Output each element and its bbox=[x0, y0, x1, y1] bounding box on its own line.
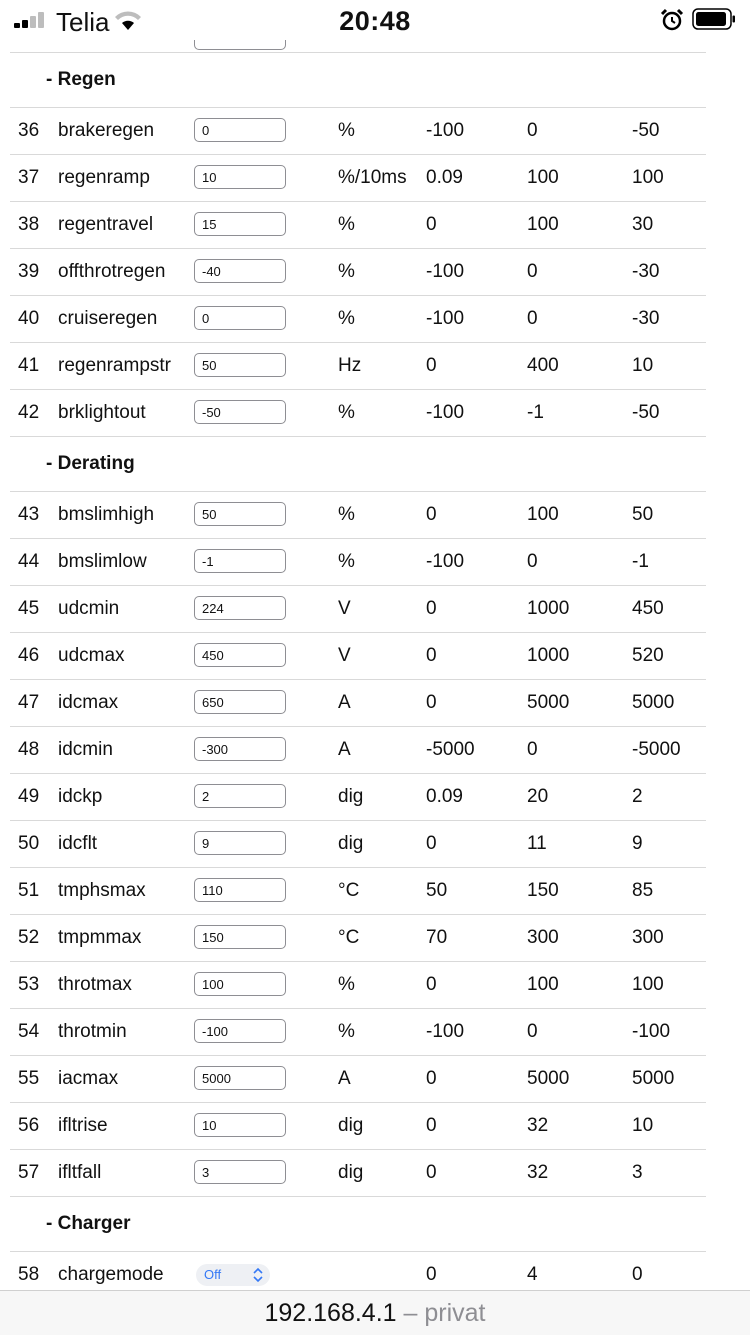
param-name: tmphsmax bbox=[58, 880, 146, 901]
param-id: 52 bbox=[18, 927, 40, 948]
privacy-label: privat bbox=[424, 1299, 486, 1327]
param-default: 50 bbox=[632, 504, 654, 525]
param-min: 0 bbox=[426, 1162, 437, 1183]
param-default: -30 bbox=[632, 308, 660, 329]
param-min: 0 bbox=[426, 974, 437, 995]
section-title: - Charger bbox=[46, 1213, 131, 1234]
table-row bbox=[10, 1009, 706, 1056]
param-min: 0 bbox=[426, 355, 437, 376]
param-name: ifltrise bbox=[58, 1115, 108, 1136]
param-min: -100 bbox=[426, 402, 465, 423]
table-row bbox=[10, 962, 706, 1009]
param-id: 56 bbox=[18, 1115, 40, 1136]
param-name: chargemode bbox=[58, 1264, 164, 1285]
param-min: -100 bbox=[426, 1021, 465, 1042]
param-unit: % bbox=[338, 214, 355, 235]
param-name: bmslimlow bbox=[58, 551, 147, 572]
value-input[interactable] bbox=[194, 549, 286, 573]
value-input[interactable] bbox=[194, 737, 286, 761]
param-name: brklightout bbox=[58, 402, 146, 423]
param-max: 0 bbox=[527, 1021, 538, 1042]
param-id: 36 bbox=[18, 120, 40, 141]
address-bar[interactable] bbox=[0, 1290, 750, 1335]
table-row bbox=[10, 1056, 706, 1103]
param-max: 0 bbox=[527, 261, 538, 282]
param-min: 0 bbox=[426, 1264, 437, 1285]
param-name: throtmin bbox=[58, 1021, 127, 1042]
param-unit: % bbox=[338, 974, 355, 995]
param-id: 38 bbox=[18, 214, 40, 235]
battery-icon bbox=[692, 8, 736, 30]
param-unit: A bbox=[338, 692, 351, 713]
param-unit: dig bbox=[338, 1162, 364, 1183]
param-id: 44 bbox=[18, 551, 40, 572]
table-row bbox=[10, 492, 706, 539]
param-default: -30 bbox=[632, 261, 660, 282]
param-id: 55 bbox=[18, 1068, 40, 1089]
param-min: -5000 bbox=[426, 739, 475, 760]
table-row bbox=[10, 343, 706, 390]
param-default: 520 bbox=[632, 645, 664, 666]
section-title: - Regen bbox=[46, 69, 116, 90]
value-input[interactable] bbox=[194, 118, 286, 142]
select-value: Off bbox=[204, 1267, 222, 1282]
param-unit: % bbox=[338, 402, 355, 423]
param-name: regenrampstr bbox=[58, 355, 171, 376]
param-unit: % bbox=[338, 120, 355, 141]
param-min: 0 bbox=[426, 692, 437, 713]
param-default: 300 bbox=[632, 927, 664, 948]
value-input[interactable] bbox=[194, 878, 286, 902]
parameter-table[interactable] bbox=[0, 40, 750, 1290]
param-unit: % bbox=[338, 1021, 355, 1042]
param-id: 54 bbox=[18, 1021, 40, 1042]
param-max: 0 bbox=[527, 551, 538, 572]
param-id: 39 bbox=[18, 261, 40, 282]
param-max: 300 bbox=[527, 927, 559, 948]
section-title: - Derating bbox=[46, 453, 135, 474]
section-header-derating bbox=[10, 437, 706, 492]
table-row bbox=[10, 727, 706, 774]
value-input[interactable] bbox=[194, 643, 286, 667]
param-min: 0.09 bbox=[426, 786, 463, 807]
param-id: 47 bbox=[18, 692, 40, 713]
param-unit: °C bbox=[338, 927, 360, 948]
param-default: -50 bbox=[632, 120, 660, 141]
param-unit: %/10ms bbox=[338, 167, 407, 188]
table-row bbox=[10, 1252, 706, 1290]
section-header-regen bbox=[10, 53, 706, 108]
table-row bbox=[10, 774, 706, 821]
param-max: -1 bbox=[527, 402, 544, 423]
carrier-name: Telia bbox=[56, 7, 110, 37]
param-min: -100 bbox=[426, 261, 465, 282]
table-row bbox=[10, 1150, 706, 1197]
param-name: idcflt bbox=[58, 833, 98, 854]
table-row bbox=[10, 821, 706, 868]
param-min: 0 bbox=[426, 598, 437, 619]
param-default: 85 bbox=[632, 880, 654, 901]
param-name: idcmin bbox=[58, 739, 113, 760]
param-unit: % bbox=[338, 261, 355, 282]
url-separator: – bbox=[396, 1299, 425, 1327]
param-id: 48 bbox=[18, 739, 40, 760]
param-max: 5000 bbox=[527, 1068, 570, 1089]
table-row bbox=[10, 1103, 706, 1150]
param-id: 41 bbox=[18, 355, 40, 376]
param-max: 100 bbox=[527, 214, 559, 235]
alarm-clock-icon bbox=[660, 8, 684, 32]
table-row bbox=[10, 586, 706, 633]
param-name: tmpmmax bbox=[58, 927, 142, 948]
param-max: 1000 bbox=[527, 598, 570, 619]
param-default: 5000 bbox=[632, 1068, 675, 1089]
param-max: 100 bbox=[527, 974, 559, 995]
param-min: -100 bbox=[426, 308, 465, 329]
param-min: -100 bbox=[426, 120, 465, 141]
param-unit: V bbox=[338, 598, 351, 619]
value-input[interactable] bbox=[194, 165, 286, 189]
section-header-charger bbox=[10, 1197, 706, 1252]
chevron-up-down-icon bbox=[252, 1267, 264, 1283]
clock: 20:48 bbox=[339, 6, 411, 36]
param-max: 20 bbox=[527, 786, 549, 807]
param-name: brakeregen bbox=[58, 120, 155, 141]
value-input[interactable] bbox=[194, 1019, 286, 1043]
param-default: 450 bbox=[632, 598, 664, 619]
param-name: idcmax bbox=[58, 692, 119, 713]
param-min: 0 bbox=[426, 504, 437, 525]
value-input[interactable] bbox=[194, 925, 286, 949]
table-row bbox=[10, 539, 706, 586]
param-max: 400 bbox=[527, 355, 559, 376]
param-name: iacmax bbox=[58, 1068, 119, 1089]
param-unit: % bbox=[338, 504, 355, 525]
param-unit: % bbox=[338, 308, 355, 329]
param-unit: % bbox=[338, 551, 355, 572]
value-input[interactable] bbox=[194, 831, 286, 855]
param-id: 50 bbox=[18, 833, 40, 854]
param-max: 4 bbox=[527, 1264, 538, 1285]
value-input[interactable] bbox=[194, 690, 286, 714]
param-min: 0 bbox=[426, 833, 437, 854]
param-max: 100 bbox=[527, 167, 559, 188]
param-default: 10 bbox=[632, 355, 654, 376]
param-unit: A bbox=[338, 1068, 351, 1089]
param-id: 57 bbox=[18, 1162, 40, 1183]
param-unit: °C bbox=[338, 880, 360, 901]
param-min: 0 bbox=[426, 645, 437, 666]
param-default: -1 bbox=[632, 551, 649, 572]
param-default: 0 bbox=[632, 1264, 643, 1285]
param-default: 10 bbox=[632, 1115, 654, 1136]
param-default: 5000 bbox=[632, 692, 675, 713]
table-row bbox=[10, 155, 706, 202]
param-unit: dig bbox=[338, 1115, 364, 1136]
value-input[interactable] bbox=[194, 1066, 286, 1090]
param-min: 0.09 bbox=[426, 167, 463, 188]
param-max: 150 bbox=[527, 880, 559, 901]
param-max: 5000 bbox=[527, 692, 570, 713]
table-row bbox=[10, 40, 706, 53]
param-max: 0 bbox=[527, 120, 538, 141]
table-row bbox=[10, 296, 706, 343]
param-id: 46 bbox=[18, 645, 40, 666]
param-default: 3 bbox=[632, 1162, 643, 1183]
value-input[interactable] bbox=[194, 306, 286, 330]
param-default: 100 bbox=[632, 167, 664, 188]
param-name: bmslimhigh bbox=[58, 504, 155, 525]
param-default: 9 bbox=[632, 833, 643, 854]
param-name: cruiseregen bbox=[58, 308, 158, 329]
param-id: 58 bbox=[18, 1264, 40, 1285]
param-id: 51 bbox=[18, 880, 40, 901]
param-id: 43 bbox=[18, 504, 40, 525]
value-input[interactable] bbox=[194, 502, 286, 526]
param-id: 45 bbox=[18, 598, 40, 619]
table-row bbox=[10, 108, 706, 155]
param-unit: Hz bbox=[338, 355, 362, 376]
param-max: 100 bbox=[527, 504, 559, 525]
param-min: -100 bbox=[426, 551, 465, 572]
param-name: idckp bbox=[58, 786, 103, 807]
value-input[interactable] bbox=[194, 784, 286, 808]
chargemode-select[interactable] bbox=[196, 1264, 270, 1286]
table-row bbox=[10, 915, 706, 962]
table-row bbox=[10, 249, 706, 296]
value-input[interactable] bbox=[194, 1113, 286, 1137]
param-min: 50 bbox=[426, 880, 448, 901]
param-default: 100 bbox=[632, 974, 664, 995]
param-id: 53 bbox=[18, 974, 40, 995]
param-default: 30 bbox=[632, 214, 654, 235]
param-default: 2 bbox=[632, 786, 643, 807]
param-name: ifltfall bbox=[58, 1162, 102, 1183]
table-row bbox=[10, 202, 706, 249]
value-input[interactable] bbox=[194, 596, 286, 620]
value-input[interactable] bbox=[194, 353, 286, 377]
value-input[interactable] bbox=[194, 259, 286, 283]
param-max: 0 bbox=[527, 739, 538, 760]
table-row bbox=[10, 633, 706, 680]
param-unit: dig bbox=[338, 786, 364, 807]
param-unit: dig bbox=[338, 833, 364, 854]
table-row bbox=[10, 390, 706, 437]
param-max: 11 bbox=[527, 833, 547, 854]
param-max: 1000 bbox=[527, 645, 570, 666]
value-input[interactable] bbox=[194, 400, 286, 424]
param-id: 49 bbox=[18, 786, 40, 807]
value-input[interactable] bbox=[194, 40, 286, 50]
value-input[interactable] bbox=[194, 972, 286, 996]
param-min: 0 bbox=[426, 1068, 437, 1089]
param-max: 0 bbox=[527, 308, 538, 329]
param-unit: V bbox=[338, 645, 351, 666]
param-id: 42 bbox=[18, 402, 40, 423]
param-default: -100 bbox=[632, 1021, 671, 1042]
param-min: 70 bbox=[426, 927, 448, 948]
table-row bbox=[10, 680, 706, 727]
value-input[interactable] bbox=[194, 212, 286, 236]
param-name: udcmax bbox=[58, 645, 125, 666]
param-name: udcmin bbox=[58, 598, 120, 619]
table-row bbox=[10, 868, 706, 915]
status-bar bbox=[0, 0, 750, 40]
param-min: 0 bbox=[426, 214, 437, 235]
value-input[interactable] bbox=[194, 1160, 286, 1184]
param-id: 37 bbox=[18, 167, 40, 188]
param-default: -5000 bbox=[632, 739, 681, 760]
param-name: throtmax bbox=[58, 974, 132, 995]
param-name: regenramp bbox=[58, 167, 150, 188]
param-min: 0 bbox=[426, 1115, 437, 1136]
param-name: offthrotregen bbox=[58, 261, 166, 282]
url-host: 192.168.4.1 bbox=[264, 1299, 397, 1327]
param-max: 32 bbox=[527, 1162, 549, 1183]
param-unit: A bbox=[338, 739, 351, 760]
param-id: 40 bbox=[18, 308, 40, 329]
param-name: regentravel bbox=[58, 214, 154, 235]
param-default: -50 bbox=[632, 402, 660, 423]
param-max: 32 bbox=[527, 1115, 549, 1136]
